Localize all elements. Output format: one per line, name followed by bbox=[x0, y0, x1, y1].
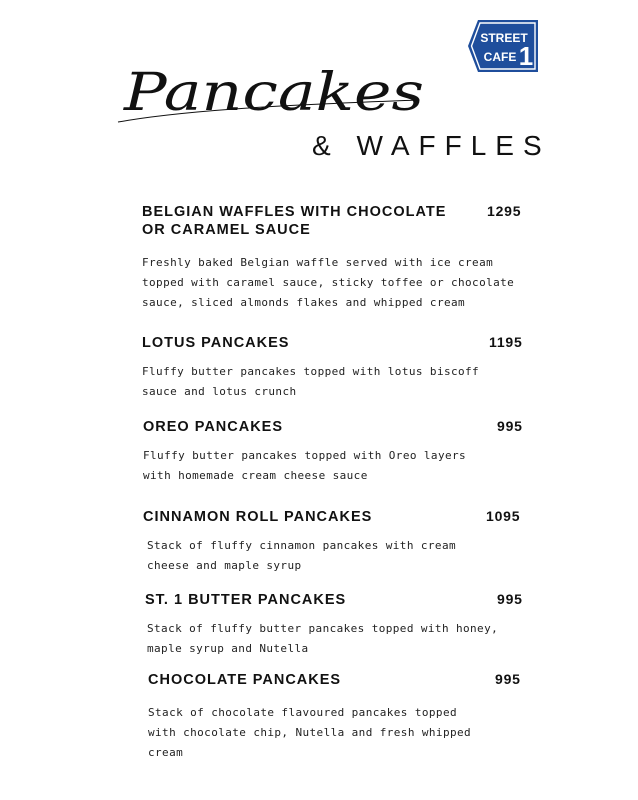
item-desc-line: Fluffy butter pancakes topped with Oreo layers bbox=[143, 449, 467, 462]
item-name: OREO PANCAKES bbox=[143, 419, 284, 435]
item-desc-line: Fluffy butter pancakes topped with lotus biscoff bbox=[142, 365, 480, 378]
title-script-text: Pancakes bbox=[122, 63, 424, 123]
logo-line2: CAFE bbox=[483, 50, 517, 64]
item-name: ST. 1 BUTTER PANCAKES bbox=[145, 592, 347, 608]
item-name: CHOCOLATE PANCAKES bbox=[148, 672, 342, 688]
item-desc-line: Stack of chocolate flavoured pancakes topped bbox=[148, 706, 457, 719]
menu-item-oreo-pancakes bbox=[143, 418, 543, 486]
item-desc-line: maple syrup and Nutella bbox=[147, 642, 309, 655]
logo-line1: STREET bbox=[480, 31, 528, 45]
item-price: 995 bbox=[497, 418, 523, 434]
logo-number: 1 bbox=[518, 41, 534, 71]
menu-item-chocolate-pancakes bbox=[148, 671, 548, 763]
item-price: 1295 bbox=[487, 203, 522, 219]
title-script bbox=[118, 52, 438, 136]
menu-item-st1-butter-pancakes bbox=[145, 591, 545, 659]
item-price: 1195 bbox=[489, 334, 523, 350]
item-desc-line: sauce, sliced almonds flakes and whipped cream bbox=[142, 296, 466, 309]
item-desc-line: Stack of fluffy cinnamon pancakes with cream bbox=[147, 539, 456, 552]
item-price: 995 bbox=[495, 671, 521, 687]
item-name: LOTUS PANCAKES bbox=[142, 335, 290, 351]
item-name-line1: BELGIAN WAFFLES WITH CHOCOLATE bbox=[142, 204, 447, 220]
item-desc-line: with chocolate chip, Nutella and fresh whipped bbox=[148, 726, 472, 739]
item-price: 995 bbox=[497, 591, 523, 607]
title-subtitle: & WAFFLES bbox=[312, 130, 551, 161]
item-name: CINNAMON ROLL PANCAKES bbox=[143, 509, 373, 525]
item-desc-line: Stack of fluffy butter pancakes topped with honey, bbox=[147, 622, 499, 635]
item-desc-line: topped with caramel sauce, sticky toffee or chocolate bbox=[142, 276, 515, 289]
item-desc-line: with homemade cream cheese sauce bbox=[143, 469, 368, 482]
item-desc-line: sauce and lotus crunch bbox=[142, 385, 297, 398]
item-desc-line: cream bbox=[148, 746, 184, 759]
item-desc-line: Freshly baked Belgian waffle served with ice cream bbox=[142, 256, 494, 269]
menu-item-belgian-waffles bbox=[142, 203, 542, 313]
item-name-line2: OR CARAMEL SAUCE bbox=[142, 222, 311, 238]
menu-item-lotus-pancakes bbox=[142, 334, 542, 402]
item-price: 1095 bbox=[486, 508, 521, 524]
menu-item-cinnamon-roll-pancakes bbox=[143, 508, 543, 576]
item-desc-line: cheese and maple syrup bbox=[147, 559, 302, 572]
street-cafe-logo bbox=[466, 18, 542, 74]
